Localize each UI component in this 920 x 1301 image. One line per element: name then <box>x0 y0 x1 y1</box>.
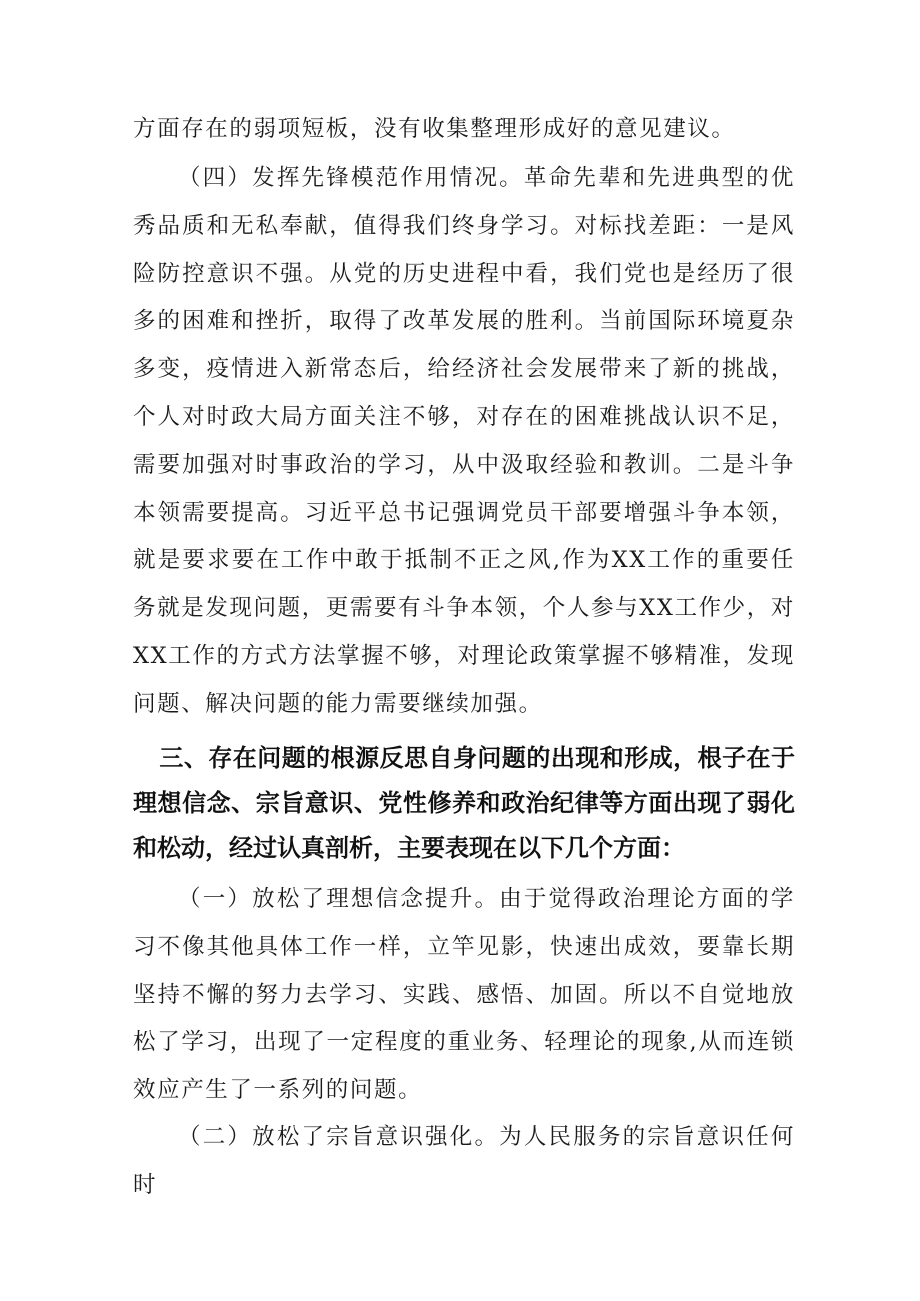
heading-section-3: 三、存在问题的根源反思自身问题的出现和形成，根子在于理想信念、宗旨意识、党性修养和政治纪律等方面出现了弱化和松动，经过认真剖析，主要表现在以下几个方面： <box>133 744 795 862</box>
paragraph-subsection-2: （二）放松了宗旨意识强化。为人民服务的宗旨意识任何时 <box>133 1124 795 1198</box>
paragraph-section-4: （四）发挥先锋模范作用情况。革命先辈和先进典型的优秀品质和无私奉献，值得我们终身学习。对标找差距：一是风险防控意识不强。从党的历史进程中看，我们党也是经历了很多的困难和挫折，取得了改革发展的胜利。当前国际环境夏杂多变，疫情进入新常态后，给经济社会发展带来了新的挑战，个人对时政大局方面关注不够，对存在的困难挑战认识不足，需要加强对时事政治的学习，从中汲取经验和教训。二是斗争本领需要提高。习近平总书记强调党员干部要增强斗争本领，就是要求要在工作中敢于抵制不正之风,作为XX工作的重要任务就是发现问题，更需要有斗争本领，个人参与XX工作少，对XX工作的方式方法掌握不够，对理论政策掌握不够精准，发现问题、解决问题的能力需要继续加强。 <box>133 165 795 717</box>
paragraph-subsection-1: （一）放松了理想信念提升。由于觉得政治理论方面的学习不像其他具体工作一样，立竿见影，快速出成效，要靠长期坚持不懈的努力去学习、实践、感悟、加固。所以不自觉地放松了学习，出现了一定程度的重业务、轻理论的现象,从而连锁效应产生了一系列的问题。 <box>133 886 795 1104</box>
paragraph-continuation: 方面存在的弱项短板，没有收集整理形成好的意见建议。 <box>133 116 736 142</box>
